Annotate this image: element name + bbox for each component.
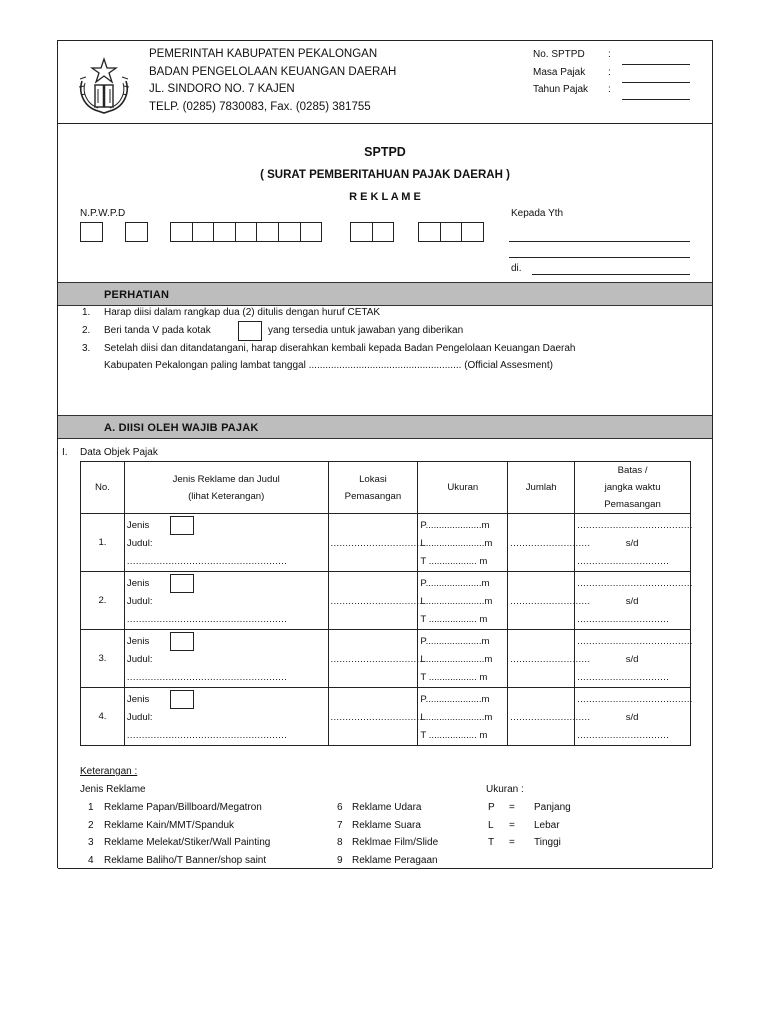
meta-label-no-sptpd: No. SPTPD xyxy=(533,49,585,60)
ukuran-p[interactable]: P.....................m xyxy=(420,636,490,647)
di-line[interactable] xyxy=(532,274,690,275)
cell-jumlah xyxy=(508,572,591,630)
cell-no: 3. xyxy=(81,630,125,688)
cell-batas xyxy=(575,572,691,630)
ukuran-meaning: Tinggi xyxy=(534,837,561,848)
keterangan-heading: Keterangan : xyxy=(80,766,138,777)
no-sptpd-field[interactable] xyxy=(622,64,690,65)
jenis-num: 9 xyxy=(337,855,343,866)
npwpd-label: N.P.W.P.D xyxy=(80,208,126,219)
jenis-item: Reklame Suara xyxy=(352,820,421,831)
col-header-no: No. xyxy=(81,462,125,514)
table-row xyxy=(81,572,691,630)
ukuran-t[interactable]: T .................. m xyxy=(420,614,488,625)
judul-label: Judul: xyxy=(126,538,153,549)
lokasi-line[interactable]: ............................... xyxy=(330,654,423,665)
lokasi-line[interactable]: ............................... xyxy=(330,596,423,607)
cell-lokasi xyxy=(328,630,423,688)
subsection-num: I. xyxy=(62,447,68,458)
jenis-item: Reklame Kain/MMT/Spanduk xyxy=(104,820,235,831)
cell-ukuran xyxy=(418,514,508,572)
npwpd-box-group-3[interactable] xyxy=(170,222,322,242)
jenis-num: 7 xyxy=(337,820,343,831)
ukuran-eq: = xyxy=(509,837,515,848)
jenis-reklame-title: Jenis Reklame xyxy=(80,784,146,795)
npwpd-box-group-4[interactable] xyxy=(350,222,394,242)
tahun-pajak-field[interactable] xyxy=(622,99,690,100)
cell-lokasi xyxy=(328,572,423,630)
col-header-jenis: Jenis Reklame dan Judul (lihat Keterangan) xyxy=(124,462,328,514)
cell-jumlah xyxy=(508,514,591,572)
form-bottom-border xyxy=(58,868,712,869)
cell-jumlah xyxy=(508,688,591,746)
ukuran-p[interactable]: P.....................m xyxy=(420,694,490,705)
perhatian-band xyxy=(58,282,712,306)
judul-line[interactable]: ...................................................... xyxy=(126,672,288,683)
di-label: di. xyxy=(511,263,522,274)
col-header-batas: Batas / jangka waktu Pemasangan xyxy=(575,462,691,514)
form-subtitle: ( SURAT PEMBERITAHUAN PAJAK DAERAH ) xyxy=(260,169,510,181)
jumlah-line[interactable]: ........................... xyxy=(510,712,591,723)
jenis-num: 8 xyxy=(337,837,343,848)
ukuran-title: Ukuran : xyxy=(486,784,524,795)
cell-jenis-judul xyxy=(124,572,328,630)
section-a-heading: A. DIISI OLEH WAJIB PAJAK xyxy=(104,422,259,434)
lokasi-line[interactable]: ............................... xyxy=(330,538,423,549)
jenis-label: Jenis xyxy=(126,694,150,705)
cell-batas xyxy=(575,630,691,688)
ukuran-l[interactable]: L......................m xyxy=(420,712,493,723)
jenis-item: Reklame Melekat/Stiker/Wall Painting xyxy=(104,837,271,848)
ukuran-t[interactable]: T .................. m xyxy=(420,556,488,567)
perhatian-text-2b: yang tersedia untuk jawaban yang diberikan xyxy=(268,325,464,336)
perhatian-text-1: Harap diisi dalam rangkap dua (2) ditulis dengan huruf CETAK xyxy=(104,307,381,318)
cell-batas xyxy=(575,688,691,746)
jenis-num: 2 xyxy=(88,820,94,831)
subsection-title: Data Objek Pajak xyxy=(80,447,158,458)
meta-label-masa-pajak: Masa Pajak xyxy=(533,67,586,78)
jenis-label: Jenis xyxy=(126,520,150,531)
jenis-item: Reklmae Film/Slide xyxy=(352,837,439,848)
form-type: R E K L A M E xyxy=(349,191,421,203)
jenis-num: 3 xyxy=(88,837,94,848)
meta-sep: : xyxy=(608,84,611,95)
ukuran-p[interactable]: P.....................m xyxy=(420,578,490,589)
npwpd-box-group-5[interactable] xyxy=(418,222,484,242)
jenis-item: Reklame Baliho/T Banner/shop saint xyxy=(104,855,267,866)
jenis-item: Reklame Udara xyxy=(352,802,422,813)
judul-line[interactable]: ...................................................... xyxy=(126,556,288,567)
cell-ukuran xyxy=(418,630,508,688)
org-line-address: JL. SINDORO NO. 7 KAJEN xyxy=(149,83,295,95)
judul-label: Judul: xyxy=(126,654,153,665)
jenis-code-box[interactable] xyxy=(170,632,194,651)
judul-label: Judul: xyxy=(126,712,153,723)
judul-line[interactable]: ...................................................... xyxy=(126,730,288,741)
perhatian-num-2: 2. xyxy=(82,325,91,336)
batas-end-line[interactable]: ............................... xyxy=(577,614,670,625)
cell-no: 4. xyxy=(81,688,125,746)
jumlah-line[interactable]: ........................... xyxy=(510,654,591,665)
ukuran-meaning: Panjang xyxy=(534,802,571,813)
perhatian-text-2a: Beri tanda V pada kotak xyxy=(104,325,211,336)
org-line-agency: BADAN PENGELOLAAN KEUANGAN DAERAH xyxy=(149,66,397,78)
table-row xyxy=(81,630,691,688)
ukuran-p[interactable]: P.....................m xyxy=(420,520,490,531)
sd-label: s/d xyxy=(625,712,639,723)
judul-label: Judul: xyxy=(126,596,153,607)
meta-label-tahun-pajak: Tahun Pajak xyxy=(533,84,589,95)
sd-label: s/d xyxy=(625,654,639,665)
ukuran-code: L xyxy=(488,820,494,831)
cell-lokasi xyxy=(328,514,423,572)
jenis-num: 4 xyxy=(88,855,94,866)
sd-label: s/d xyxy=(625,596,639,607)
batas-start-line[interactable]: ....................................... xyxy=(577,694,693,705)
jenis-label: Jenis xyxy=(126,578,150,589)
kepada-label: Kepada Yth xyxy=(511,208,564,219)
jenis-code-box[interactable] xyxy=(170,516,194,535)
sptpd-form xyxy=(57,40,713,868)
cell-jenis-judul xyxy=(124,688,328,746)
header-divider xyxy=(58,123,712,124)
form-title: SPTPD xyxy=(364,145,406,159)
table-row xyxy=(81,688,691,746)
jumlah-line[interactable]: ........................... xyxy=(510,596,591,607)
jenis-num: 6 xyxy=(337,802,343,813)
ukuran-meaning: Lebar xyxy=(534,820,560,831)
org-line-phone: TELP. (0285) 7830083, Fax. (0285) 381755 xyxy=(149,101,371,113)
sd-label: s/d xyxy=(625,538,639,549)
ukuran-code: T xyxy=(488,837,495,848)
ukuran-eq: = xyxy=(509,802,515,813)
jenis-label: Jenis xyxy=(126,636,150,647)
batas-end-line[interactable]: ............................... xyxy=(577,730,670,741)
jenis-code-box[interactable] xyxy=(170,690,194,709)
perhatian-text-3b: Kabupaten Pekalongan paling lambat tanggal ....................................................... (Official Assesment) xyxy=(104,360,553,371)
cell-no: 1. xyxy=(81,514,125,572)
cell-lokasi xyxy=(328,688,423,746)
ukuran-t[interactable]: T .................. m xyxy=(420,672,488,683)
objek-pajak-table xyxy=(80,461,691,746)
col-header-jumlah: Jumlah xyxy=(508,462,575,514)
batas-start-line[interactable]: ....................................... xyxy=(577,578,693,589)
ukuran-l[interactable]: L......................m xyxy=(420,596,493,607)
batas-start-line[interactable]: ....................................... xyxy=(577,636,693,647)
perhatian-heading: PERHATIAN xyxy=(104,289,170,301)
cell-batas xyxy=(575,514,691,572)
table-row xyxy=(81,514,691,572)
npwpd-box-group-1[interactable] xyxy=(80,222,103,242)
sample-checkbox xyxy=(238,321,262,341)
ukuran-l[interactable]: L......................m xyxy=(420,654,493,665)
lokasi-line[interactable]: ............................... xyxy=(330,712,423,723)
npwpd-box-group-2[interactable] xyxy=(125,222,148,242)
meta-sep: : xyxy=(608,67,611,78)
cell-jumlah xyxy=(508,630,591,688)
batas-end-line[interactable]: ............................... xyxy=(577,556,670,567)
jenis-code-box[interactable] xyxy=(170,574,194,593)
col-header-ukuran: Ukuran xyxy=(418,462,508,514)
judul-line[interactable]: ...................................................... xyxy=(126,614,288,625)
masa-pajak-field[interactable] xyxy=(622,82,690,83)
perhatian-num-3: 3. xyxy=(82,343,91,354)
jumlah-line[interactable]: ........................... xyxy=(510,538,591,549)
cell-no: 2. xyxy=(81,572,125,630)
ukuran-t[interactable]: T .................. m xyxy=(420,730,488,741)
col-header-lokasi: Lokasi Pemasangan xyxy=(328,462,418,514)
jenis-item: Reklame Papan/Billboard/Megatron xyxy=(104,802,262,813)
jenis-num: 1 xyxy=(88,802,94,813)
cell-jenis-judul xyxy=(124,514,328,572)
ukuran-eq: = xyxy=(509,820,515,831)
batas-end-line[interactable]: ............................... xyxy=(577,672,670,683)
org-line-government: PEMERINTAH KABUPATEN PEKALONGAN xyxy=(149,48,378,60)
kepada-line-1[interactable] xyxy=(509,241,690,242)
perhatian-text-3: Setelah diisi dan ditandatangani, harap diserahkan kembali kepada Badan Pengelolaan Keuangan Daerah xyxy=(104,343,576,354)
perhatian-num-1: 1. xyxy=(82,307,91,318)
meta-sep: : xyxy=(608,49,611,60)
ukuran-l[interactable]: L......................m xyxy=(420,538,493,549)
batas-start-line[interactable]: ....................................... xyxy=(577,520,693,531)
regency-emblem-icon xyxy=(76,55,132,115)
section-a-band xyxy=(58,415,712,439)
cell-jenis-judul xyxy=(124,630,328,688)
cell-ukuran xyxy=(418,572,508,630)
jenis-item: Reklame Peragaan xyxy=(352,855,438,866)
ukuran-code: P xyxy=(488,802,495,813)
kepada-line-2[interactable] xyxy=(509,257,690,258)
cell-ukuran xyxy=(418,688,508,746)
